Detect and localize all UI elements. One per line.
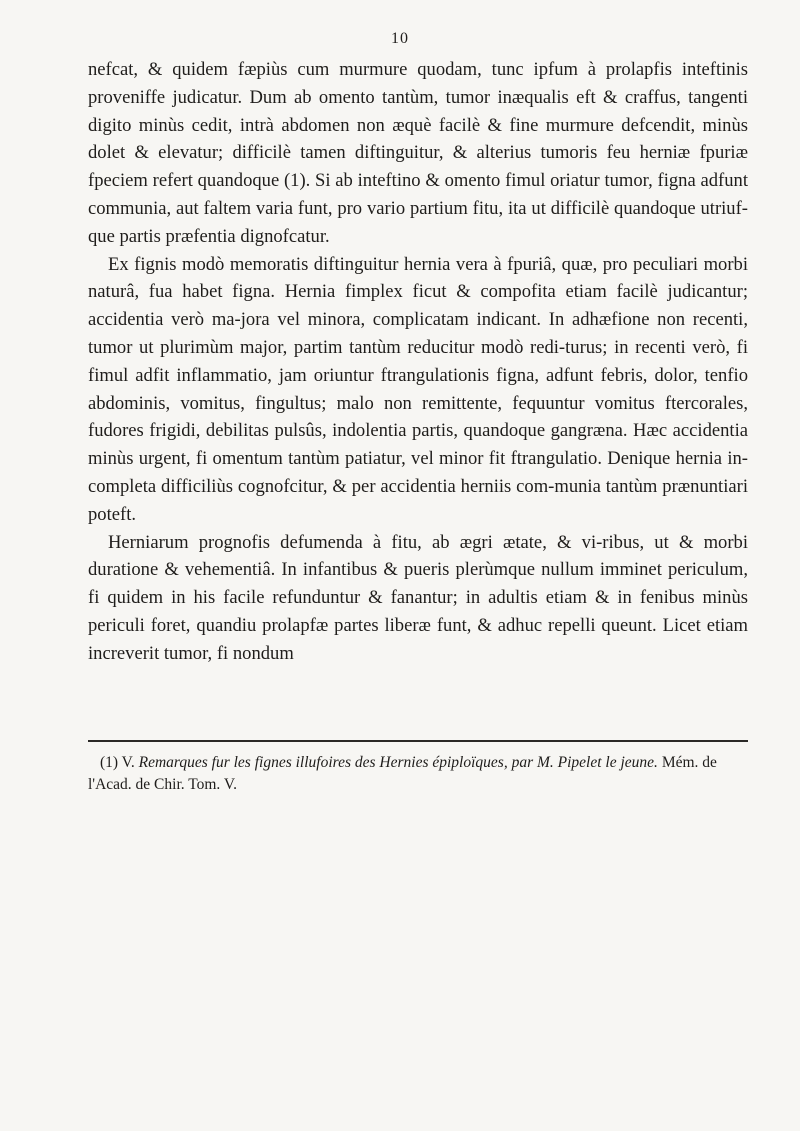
paragraph-3: Herniarum prognofis defumenda à fitu, ab ægri ætate, & vi-ribus, ut & morbi duratione & vehementiâ. In infantibus & pueris plerùmque nullum imminet periculum, fi quidem in his facile refunduntur & fanantur; in adultis etiam & in fenibus minùs periculi foret, quandiu prolapfæ partes liberæ funt, & adhuc repelli queunt. Licet etiam increverit tumor, fi nondum xyxy=(88,531,748,664)
page-number: 10 xyxy=(391,30,409,47)
main-text xyxy=(88,56,748,668)
paragraph-1: nefcat, & quidem fæpiùs cum murmure quodam, tunc ipfum à prolapfis inteftinis proveniffe judicatur. Dum ab omento tantùm, tumor inæqualis eft & craffus, tangenti digito minùs cedit, intrà abdomen non æquè facilè & fine murmure defcendit, minùs dolet & elevatur; difficilè tamen diftinguitur, & alterius tumoris feu herniæ fpuriæ fpeciem refert quandoque (1). Si ab inteftino & omento fimul oriatur tumor, figna adfunt communia, aut faltem varia funt, pro vario partium fitu, ita ut difficilè quandoque utriuf-que partis præfentia dignofcatur. xyxy=(88,59,748,247)
paragraph-2: Ex fignis modò memoratis diftinguitur hernia vera à fpuriâ, quæ, pro peculiari morbi naturâ, fua habet figna. Hernia fimplex ficut & compofita etiam facilè judicantur; accidentia verò ma-jora vel minora, complicatam indicant. In adhæfione non recenti, tumor ut plurimùm major, partim tantùm reducitur modò redi-turus; in recenti verò, fi fimul adfit inflammatio, jam oriuntur ftrangulationis figna, adfunt febris, dolor, tenfio abdominis, vomitus, fingultus; malo non remittente, fequuntur vomitus ftercorales, fudores frigidi, debilitas pulsûs, indolentia partis, quandoque gangræna. Hæc accidentia minùs urgent, fi omentum tantùm patiatur, vel minor fit ftrangulatio. Denique hernia in-completa difficiliùs cognofcitur, & per accidentia herniis com-munia tantùm prænuntiari poteft. xyxy=(88,253,748,525)
footnote xyxy=(88,752,748,796)
footnote-divider xyxy=(88,740,748,742)
footnote-marker: (1) V. xyxy=(100,754,135,771)
footnote-title: Remarques fur les fignes illufoires des Hernies épiploïques, par M. Pipelet le jeune. xyxy=(138,754,658,771)
footnote-source: Mém. de l'Acad. de Chir. Tom. V. xyxy=(88,754,717,793)
